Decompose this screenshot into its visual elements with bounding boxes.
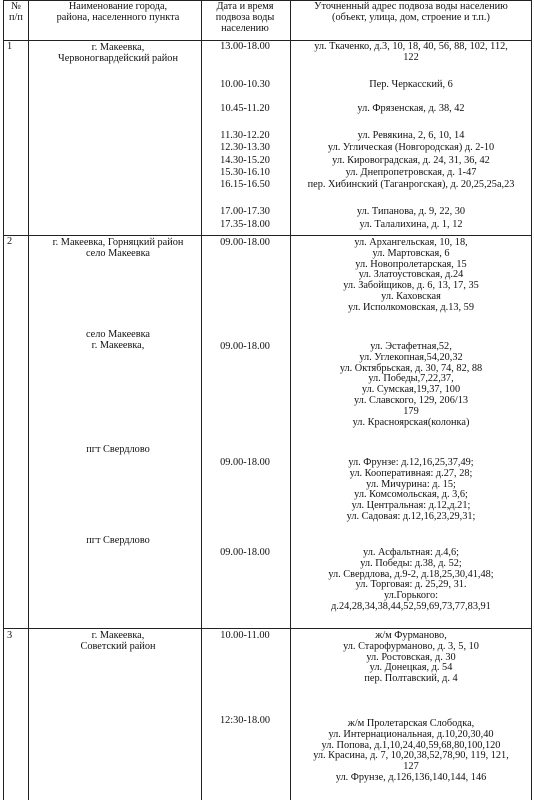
city-name: г. Макеевка, Горняцкий район село Макеевка [52,237,184,259]
city-name: пгт Свердлово [86,535,150,546]
delivery-time: 09.00-18.00 [220,547,270,558]
delivery-time: 10.45-11.20 [220,103,270,114]
delivery-address: ул. Асфальтная: д.4,6; ул. Победы: д.38, д. 52; ул. Свердлова, д.9-2, д.18,25,30,41,48; ул. Торговая: д. 25,29, 31. ул.Горького: д.24,28,34,38,44,52,59,69,73,77,83,91 [328,547,494,612]
header-city: Наименование города, района, населенного пункта [56,1,180,23]
row-number: 3 [7,630,13,641]
delivery-address: ул. Талалихина, д. 1, 12 [359,219,463,230]
city-name: пгт Свердлово [86,444,150,455]
delivery-time: 12.30-13.30 [220,142,270,153]
delivery-time: 12:30-18.00 [219,715,271,726]
delivery-time: 15.30-16.10 [220,167,270,178]
delivery-time: 13.00-18.00 [220,41,270,52]
section-divider [3,235,531,236]
delivery-time: 10.00-10.30 [220,79,270,90]
column-divider [28,0,29,800]
delivery-time: 09.00-18.00 [220,341,270,352]
delivery-time: 17.00-17.30 [220,206,270,217]
delivery-time: 14.30-15.20 [220,155,270,166]
delivery-time: 09.00-18.00 [220,237,270,248]
delivery-time: 11.30-12.20 [220,130,270,141]
header-address: Уточненный адрес подвоза воды населению (объект, улица, дом, строение и т.п.) [314,1,508,23]
delivery-address: ул. Ревякина, 2, 6, 10, 14 [357,130,465,141]
city-name: г. Макеевка, Червоногвардейский район [58,42,178,64]
column-divider [201,0,202,800]
delivery-address: ул. Углическая (Новгородская) д. 2-10 [327,142,495,153]
delivery-address: ул. Типанова, д. 9, 22, 30 [356,206,466,217]
header-time: Дата и время подвоза воды населению [215,1,275,34]
delivery-address: ж/м Пролетарская Слободка, ул. Интернациональная, д.10,20,30,40 ул. Попова, д.1,10,24,40,59,68,80,100,120 ул. Красина, д. 7, 10,20,38,52,78,90, 119, 121, 127 ул. Фрунзе, д.126,136,140,144, 146 [313,718,509,783]
city-name: г. Макеевка, Советский район [80,630,156,652]
delivery-address: ул. Архангельская, 10, 18, ул. Мартовская, 6 ул. Новопролетарская, 15 ул. Златоустовская, д.24 ул. Забойщиков, д. 6, 13, 17, 35 ул. Каховская ул. Исполкомовская, д.13, 59 [343,237,479,313]
delivery-address: ул. Эстафетная,52, ул. Углекопная,54,20,32 ул. Октябрьская, д. 30, 74, 82, 88 ул. Победы,7,22,37, ул. Сумская,19,37, 100 ул. Славского, 129, 206/13 179 ул. Красноярская(колонка) [339,341,483,428]
section-divider [3,628,531,629]
table-border-left [3,0,4,800]
city-name: село Макеевка г. Макеевка, [85,329,151,351]
delivery-address: ж/м Фурманово, ул. Старофурманово, д. 3, 5, 10 ул. Ростовская, д. 30 ул. Донецкая, д. 54 пер. Полтавский, д. 4 [343,630,479,685]
delivery-address: Пер. Черкасский, 6 [369,79,453,90]
delivery-address: ул. Фрязенская, д. 38, 42 [357,103,465,114]
delivery-time: 09.00-18.00 [220,457,270,468]
delivery-address: ул. Ткаченко, д.3, 10, 18, 40, 56, 88, 102, 112, 122 [314,41,508,63]
header-num: № п/п [9,1,23,23]
delivery-address: ул. Днепропетровская, д. 1-47 [345,167,477,178]
delivery-time: 16.15-16.50 [220,179,270,190]
row-number: 1 [7,41,13,52]
delivery-address: ул. Фрунзе: д.12,16,25,37,49; ул. Кооперативная: д.27, 28; ул. Мичурина: д. 15; ул. Комсомольская, д. 3,6; ул. Центральная: д.12,д.21; ул. Садовая: д.12,16,23,29,31; [346,457,476,522]
delivery-time: 10.00-11.00 [220,630,270,641]
delivery-time: 17.35-18.00 [220,219,270,230]
table-border-right [531,0,532,800]
column-divider [290,0,291,800]
row-number: 2 [7,236,13,247]
delivery-address: ул. Кировоградская, д. 24, 31, 36, 42 [332,155,490,166]
delivery-address: пер. Хибинский (Таганрогская), д. 20,25,25а,23 [307,179,515,190]
